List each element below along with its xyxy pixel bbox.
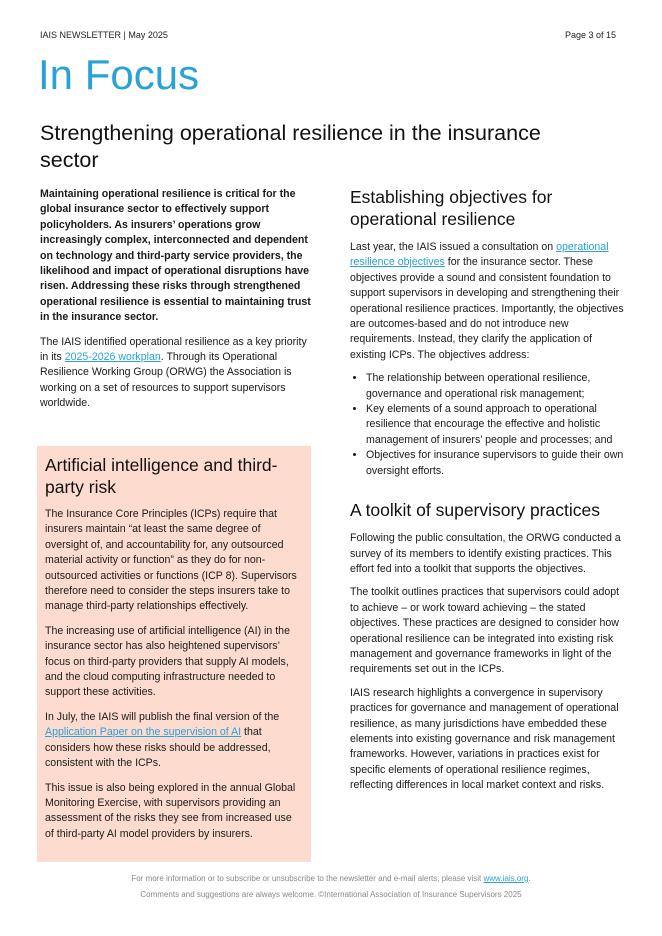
footer-copyright: Comments and suggestions are always welcome. ©International Association of Insurance Supervisors 2025	[140, 890, 522, 899]
objectives-heading: Establishing objectives for operational resilience	[350, 187, 553, 229]
application-text-after: that considers how these risks should be addressed, consistent with the ICPs.	[45, 726, 271, 770]
objectives-paragraph	[350, 240, 624, 363]
workplan-text-after: . Through its Operational Resilience Working Group (ORWG) the Association is working on a set of resources to support supervisors worldwide.	[40, 351, 292, 410]
box-paragraph-application-paper	[45, 710, 303, 772]
newsletter-header: IAIS NEWSLETTER | May 2025	[40, 30, 168, 40]
box-paragraph-ai-use: The increasing use of artificial intelligence (AI) in the insurance sector has also heightened supervisors’ focus on third-party providers that supply AI models, and the cloud computing infrastructure needed to support these activities.	[45, 624, 290, 699]
lead-paragraph: Maintaining operational resilience is critical for the global insurance sector to effectively support policyholders. As insurers’ operations grow increasingly complex, interconnected and dependent on technology and third-party service providers, the likelihood and impact of operational disruptions have risen. Addressing these risks through strengthened operational resilience is essential to maintaining trust in the insurance sector.	[40, 188, 311, 324]
footer-text-before: For more information or to subscribe or unsubscribe to the newsletter and e-mail alerts, please visit	[131, 874, 484, 883]
footer-text-after: .	[528, 874, 531, 883]
toolkit-paragraph-practices: The toolkit outlines practices that supervisors could adopt to achieve – or work toward achieving – the stated objectives. These practices are designed to consider how operational resilience can be integrated into existing risk management and governance frameworks in light of the requirements set out in the ICPs.	[350, 586, 620, 676]
application-paper-link[interactable]: Application Paper on the supervision of AI	[45, 726, 242, 739]
objectives-text-before: Last year, the IAIS issued a consultation on	[350, 241, 557, 253]
iais-website-link[interactable]: www.iais.org	[483, 874, 529, 883]
objectives-list	[350, 371, 624, 479]
section-title: In Focus	[38, 51, 200, 98]
box-paragraph-gme: This issue is also being explored in the annual Global Monitoring Exercise, with supervisors providing an assessment of the risks they see from increased use of third-party AI model providers by insurers.	[45, 781, 296, 840]
ai-third-party-box	[37, 446, 311, 862]
objectives-link[interactable]: operational resilience objectives	[350, 241, 609, 269]
article-headline: Strengthening operational resilience in the insurance sector	[40, 121, 541, 172]
list-item: • Objectives for insurance supervisors to guide their own oversight efforts.	[366, 448, 624, 479]
list-item: • The relationship between operational resilience, governance and operational risk management;	[366, 371, 624, 402]
objectives-text-after: for the insurance sector. These objectives provide a sound and consistent foundation to support supervisors in developing and strengthening their operational resilience practices. Importantly, the objectives are outcomes-based and do not introduce new requirements. Instead, they clarify the application of existing ICPs. The objectives address:	[350, 256, 624, 361]
workplan-paragraph	[40, 335, 312, 412]
left-column	[40, 187, 312, 420]
toolkit-heading: A toolkit of supervisory practices	[350, 500, 600, 521]
page-number: Page 3 of 15	[564, 30, 616, 40]
workplan-text-before: The IAIS identified operational resilience as a key priority in its	[40, 335, 307, 364]
toolkit-paragraph-survey: Following the public consultation, the ORWG conducted a survey of its members to identify existing practices. This effort fed into a toolkit that supports the objectives.	[350, 532, 621, 575]
toolkit-paragraph-research: IAIS research highlights a convergence in supervisory practices for governance and management of operational resilience, as many jurisdictions have embedded these elements into existing governance and risk management frameworks. However, variations in practices exist for specific elements of operational resilience regimes, reflecting differences in local market context and risks.	[350, 686, 619, 792]
list-item: • Key elements of a sound approach to operational resilience that encourage the effective and holistic management of insurers’ people and processes; and	[366, 402, 624, 448]
workplan-link[interactable]: 2025-2026 workplan	[64, 351, 161, 364]
application-text-before: In July, the IAIS will publish the final version of the	[45, 710, 280, 723]
right-column	[350, 186, 624, 802]
box-title: Artificial intelligence and third-party risk	[45, 455, 278, 497]
footer-subscribe	[0, 874, 662, 883]
box-paragraph-icps: The Insurance Core Principles (ICPs) require that insurers maintain “at least the same degree of oversight of, and accountability for, any outsourced material activity or function” as they do for non-outsourced activities or functions (ICP 8). Supervisors therefore need to consider the steps insurers take to manage third-party relationships effectively.	[45, 508, 297, 613]
